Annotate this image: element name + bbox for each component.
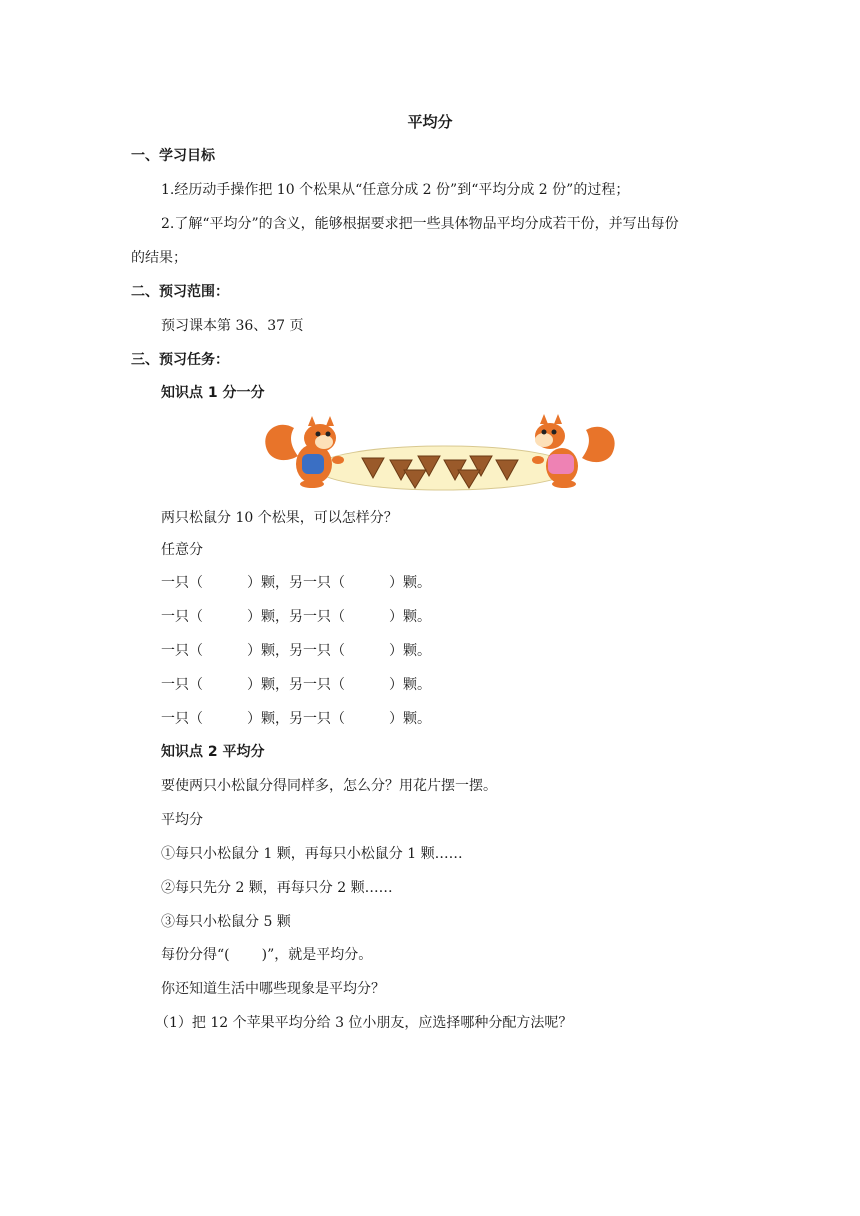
- row-text-a: 一只（: [161, 575, 203, 591]
- scope-text: 预习课本第 36、37 页: [161, 318, 304, 334]
- row-text-c: ）颗。: [389, 575, 431, 591]
- row-text-a: 一只（: [161, 643, 203, 659]
- goal-2-line-1: 2.了解“平均分”的含义，能够根据要求把一些具体物品平均分成若干份，并写出每份: [161, 216, 679, 232]
- knowledge-point-1-heading: 知识点 1 分一分: [161, 385, 265, 401]
- life-question: 你还知道生活中哪些现象是平均分？: [161, 981, 385, 997]
- question-1: （1）把 12 个苹果平均分给 3 位小朋友，应选择哪种分配方法呢？: [155, 1015, 573, 1031]
- row-text-c: ）颗。: [389, 643, 431, 659]
- mat: [316, 446, 572, 490]
- section-heading-goals: 一、学习目标: [131, 148, 215, 164]
- method-1: ①每只小松鼠分 1 颗，再每只小松鼠分 1 颗……: [161, 846, 463, 862]
- row-text-b: ）颗，另一只（: [247, 711, 345, 727]
- method-3: ③每只小松鼠分 5 颗: [161, 914, 291, 930]
- kp2-label-average: 平均分: [161, 812, 203, 828]
- kp1-label-arbitrary: 任意分: [161, 542, 203, 558]
- row-text-c: ）颗。: [389, 711, 431, 727]
- answer-row: [161, 641, 431, 661]
- squirrels-pinecones-illustration: [258, 412, 622, 494]
- row-text-c: ）颗。: [389, 677, 431, 693]
- row-text-b: ）颗，另一只（: [247, 643, 345, 659]
- fill-text-a: 每份分得“(: [161, 947, 230, 963]
- section-heading-tasks: 三、预习任务：: [131, 352, 229, 368]
- row-text-b: ）颗，另一只（: [247, 609, 345, 625]
- answer-row: [161, 709, 431, 729]
- row-text-b: ）颗，另一只（: [247, 575, 345, 591]
- goal-1: 1.经历动手操作把 10 个松果从“任意分成 2 份”到“平均分成 2 份”的过程；: [161, 182, 630, 198]
- kp2-question: 要使两只小松鼠分得同样多，怎么分？用花片摆一摆。: [161, 778, 497, 794]
- kp1-question: 两只松鼠分 10 个松果，可以怎样分？: [161, 510, 398, 526]
- page-title: 平均分: [407, 113, 453, 131]
- method-2: ②每只先分 2 颗，再每只分 2 颗……: [161, 880, 393, 896]
- section-heading-scope: 二、预习范围：: [131, 284, 229, 300]
- knowledge-point-2-heading: 知识点 2 平均分: [161, 744, 265, 760]
- row-text-b: ）颗，另一只（: [247, 677, 345, 693]
- row-text-a: 一只（: [161, 711, 203, 727]
- answer-row: [161, 607, 431, 627]
- answer-row: [161, 675, 431, 695]
- fill-in-sentence: [161, 945, 372, 965]
- fill-text-b: )”，就是平均分。: [261, 947, 373, 963]
- answer-row: [161, 573, 431, 593]
- row-text-a: 一只（: [161, 609, 203, 625]
- row-text-a: 一只（: [161, 677, 203, 693]
- row-text-c: ）颗。: [389, 609, 431, 625]
- goal-2-line-2: 的结果；: [131, 250, 187, 266]
